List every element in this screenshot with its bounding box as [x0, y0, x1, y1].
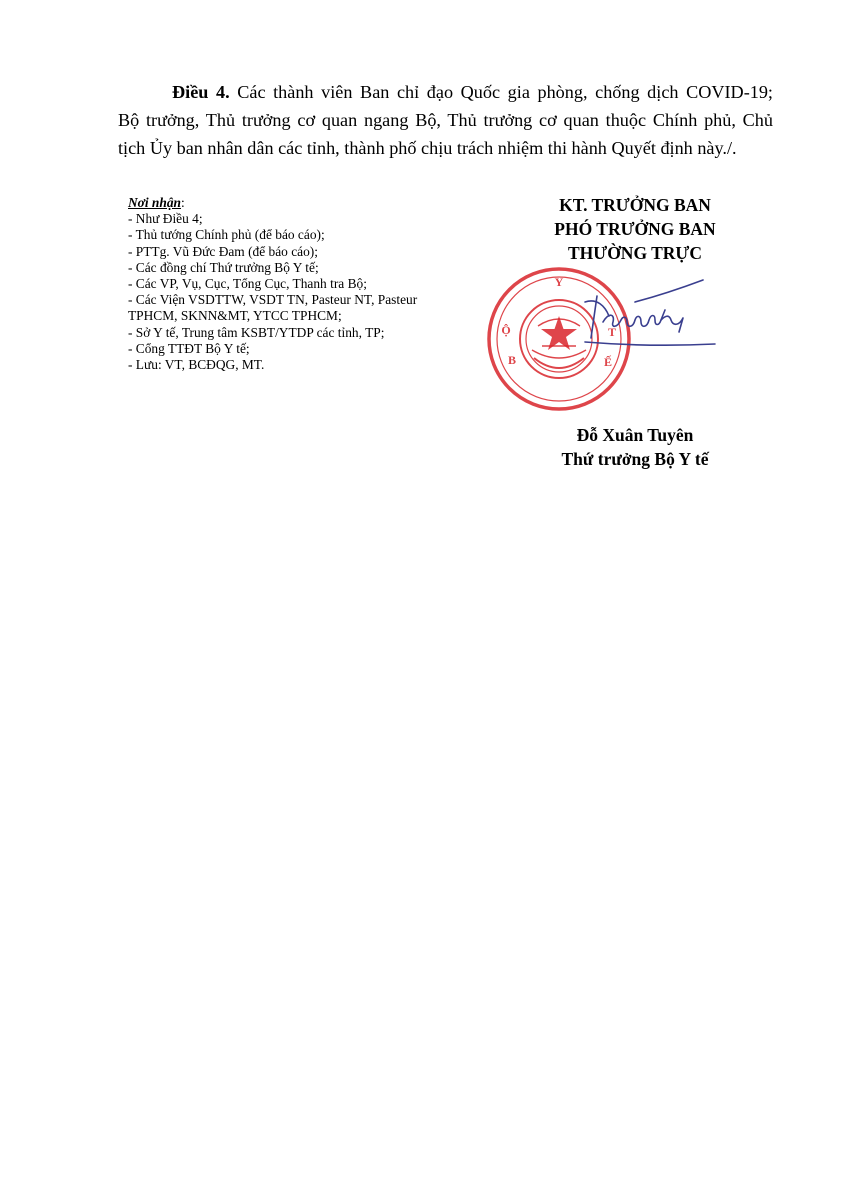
- recipient-item: - Thủ tướng Chính phủ (để báo cáo);: [128, 227, 325, 243]
- article-label: Điều 4.: [172, 82, 230, 102]
- recipient-item: - Lưu: VT, BCĐQG, MT.: [128, 357, 265, 373]
- article-line-2: Bộ trưởng, Thủ trưởng cơ quan ngang Bộ, Thủ trưởng cơ quan thuộc Chính phủ, Chủ: [118, 110, 773, 130]
- recipient-item: - Sở Y tế, Trung tâm KSBT/YTDP các tỉnh, TP;: [128, 324, 385, 340]
- recipient-item: - Các đồng chí Thứ trưởng Bộ Y tế;: [128, 259, 319, 275]
- article-line-1-text: Các thành viên Ban chỉ đạo Quốc gia phòng, chống dịch COVID-19;: [229, 82, 773, 102]
- article-line-3: tịch Ủy ban nhân dân các tỉnh, thành phố chịu trách nhiệm thi hành Quyết định này./.: [118, 138, 737, 158]
- recipient-item: - Các Viện VSDTTW, VSDT TN, Pasteur NT, Pasteur: [128, 292, 418, 308]
- recipients-heading-colon: :: [180, 195, 185, 210]
- svg-text:Ộ: Ộ: [501, 323, 511, 337]
- recipient-item: - Như Điều 4;: [128, 211, 203, 227]
- signature-role-line: KT. TRƯỞNG BAN: [559, 195, 711, 215]
- svg-text:B: B: [507, 353, 517, 367]
- svg-text:Ế: Ế: [603, 355, 613, 369]
- recipient-item: - PTTg. Vũ Đức Đam (để báo cáo);: [128, 243, 318, 259]
- recipient-item: TPHCM, SKNN&MT, YTCC TPHCM;: [128, 308, 342, 324]
- recipients-block: [128, 195, 488, 373]
- recipients-heading-text: Nơi nhận: [128, 195, 181, 210]
- signature-authority: [520, 193, 750, 265]
- svg-text:T: T: [607, 325, 617, 339]
- signature-role-line: THƯỜNG TRỰC: [567, 243, 702, 263]
- article-4: [118, 78, 773, 162]
- signature-role-line: PHÓ TRƯỞNG BAN: [554, 219, 716, 239]
- signer-block: [520, 423, 750, 471]
- signer-title: Thứ trưởng Bộ Y tế: [561, 449, 709, 469]
- svg-text:Y: Y: [554, 275, 564, 289]
- article-line-1: [118, 78, 773, 106]
- signer-name: Đỗ Xuân Tuyên: [576, 425, 694, 445]
- recipients-heading: [128, 195, 488, 211]
- handwritten-signature: [575, 272, 725, 362]
- recipient-item: - Cổng TTĐT Bộ Y tế;: [128, 340, 250, 356]
- recipient-item: - Các VP, Vụ, Cục, Tổng Cục, Thanh tra Bộ;: [128, 276, 367, 292]
